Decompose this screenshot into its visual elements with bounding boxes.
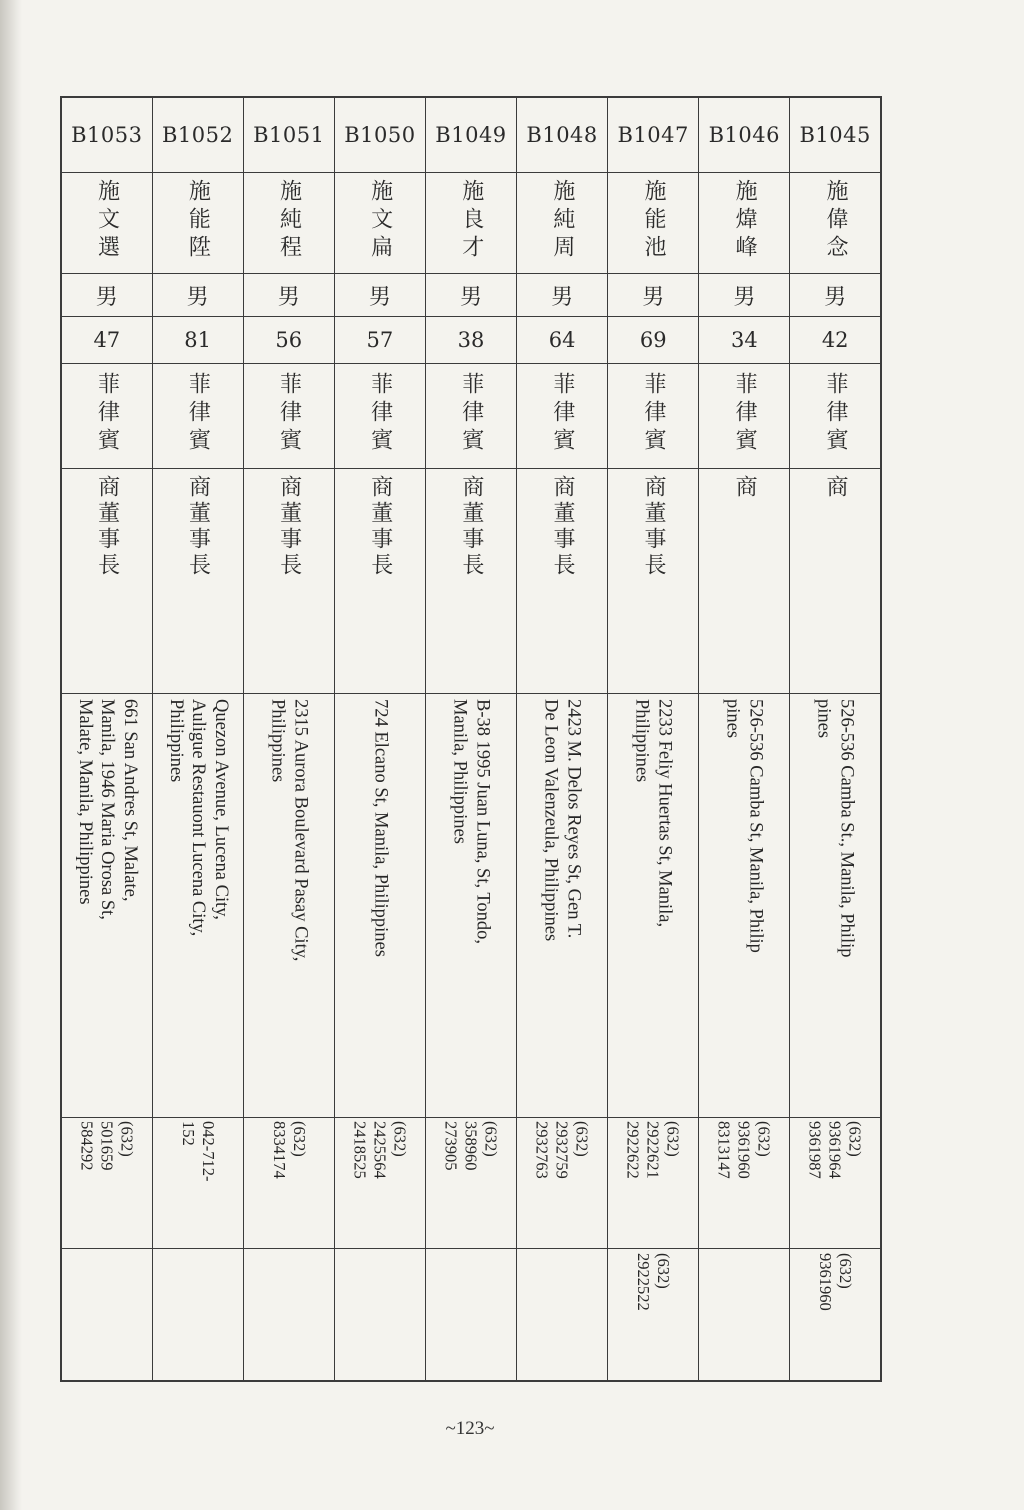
phone-text: (632) 2425564 2418525 <box>350 1120 410 1179</box>
phone-alt-cell <box>608 1249 699 1381</box>
nationality-text: 菲律賓 <box>367 372 393 457</box>
sex-text: 男 <box>459 284 482 310</box>
address-text: Quezon Avenue, Lucena City, Auligue Restauont Lucena City, Philippines <box>165 699 231 937</box>
age-cell <box>517 317 608 364</box>
member-roster-table <box>60 96 882 1382</box>
age-cell <box>334 317 425 364</box>
phone-text: (632) 9361960 8313147 <box>715 1120 775 1179</box>
occupation-text: 商董事長 <box>367 475 393 579</box>
member-id-cell <box>334 97 425 173</box>
phone-text: (632) 9361964 9361987 <box>806 1120 865 1179</box>
sex-text: 男 <box>733 284 756 310</box>
name-text: 施純程 <box>276 179 302 264</box>
nationality-text: 菲律賓 <box>640 372 666 457</box>
occupation-text: 商董事長 <box>641 475 667 579</box>
occupation-cell <box>517 469 608 694</box>
member-id-text: B1050 <box>344 123 416 148</box>
address-cell <box>243 694 334 1117</box>
name-text: 施文選 <box>94 179 120 264</box>
age-cell <box>425 317 516 364</box>
occupation-cell <box>790 469 881 694</box>
member-id-cell <box>61 97 152 173</box>
phone-cell <box>61 1117 152 1249</box>
sex-text: 男 <box>277 284 300 310</box>
phone-cell <box>334 1117 425 1249</box>
occupation-cell <box>334 469 425 694</box>
nationality-cell <box>425 364 516 469</box>
phone-alt-cell <box>517 1249 608 1381</box>
address-text: B-38 1995 Juan Luna, St, Tondo, Manila, Philippines <box>449 699 493 945</box>
phone-alt-text: (632) 2922522 <box>634 1252 673 1311</box>
member-id-text: B1045 <box>799 123 871 148</box>
member-id-text: B1053 <box>71 123 143 148</box>
sex-text: 男 <box>642 284 665 310</box>
name-cell <box>152 173 243 274</box>
nationality-text: 菲律賓 <box>94 372 120 457</box>
occupation-cell <box>152 469 243 694</box>
phone-alt-cell <box>152 1249 243 1381</box>
occupation-cell <box>608 469 699 694</box>
name-text: 施煒峰 <box>732 179 758 264</box>
row-name <box>61 173 881 274</box>
occupation-cell <box>425 469 516 694</box>
nationality-cell <box>517 364 608 469</box>
phone-text: (632) 2922621 2922622 <box>624 1120 683 1179</box>
phone-alt-cell <box>334 1249 425 1381</box>
nationality-cell <box>699 364 790 469</box>
sex-cell <box>608 273 699 316</box>
age-text: 56 <box>275 328 303 353</box>
sex-cell <box>243 273 334 316</box>
member-id-cell <box>790 97 881 173</box>
row-occupation <box>61 469 881 694</box>
row-nationality <box>61 364 881 469</box>
address-cell <box>608 694 699 1117</box>
member-id-text: B1052 <box>161 123 234 148</box>
age-text: 47 <box>93 328 121 353</box>
address-cell <box>61 694 152 1117</box>
address-cell <box>790 694 881 1117</box>
row-sex <box>61 273 881 316</box>
name-text: 施偉念 <box>822 179 848 264</box>
occupation-text: 商 <box>823 475 849 501</box>
address-cell <box>517 694 608 1117</box>
row-age <box>61 317 881 364</box>
occupation-cell <box>699 469 790 694</box>
phone-alt-text: (632) 9361960 <box>816 1252 855 1311</box>
sex-text: 男 <box>186 284 209 310</box>
sex-cell <box>425 273 516 316</box>
name-cell <box>517 173 608 274</box>
member-id-cell <box>243 97 334 173</box>
member-id-cell <box>699 97 790 173</box>
occupation-cell <box>61 469 152 694</box>
nationality-text: 菲律賓 <box>732 372 758 457</box>
occupation-text: 商董事長 <box>458 475 484 579</box>
age-cell <box>152 317 243 364</box>
member-id-text: B1049 <box>435 123 507 148</box>
name-cell <box>61 173 152 274</box>
page-binding-shadow <box>0 0 22 1510</box>
phone-text: (632) 8334174 <box>269 1120 309 1179</box>
nationality-cell <box>243 364 334 469</box>
name-cell <box>334 173 425 274</box>
address-text: 526-536 Camba St., Manila, Philip pines <box>814 699 857 958</box>
name-text: 施能池 <box>640 179 666 264</box>
address-text: 724 Elcano St, Manila, Philippines <box>370 699 391 958</box>
address-cell <box>334 694 425 1117</box>
nationality-cell <box>608 364 699 469</box>
name-cell <box>425 173 516 274</box>
member-id-cell <box>425 97 516 173</box>
address-cell <box>425 694 516 1117</box>
row-member-id <box>61 97 881 173</box>
occupation-cell <box>243 469 334 694</box>
nationality-text: 菲律賓 <box>549 372 575 457</box>
name-text: 施純周 <box>549 179 575 264</box>
age-cell <box>790 317 881 364</box>
nationality-text: 菲律賓 <box>822 372 848 457</box>
name-text: 施能陞 <box>185 179 211 264</box>
nationality-text: 菲律賓 <box>185 372 211 457</box>
phone-text: 042-712- 152 <box>178 1120 218 1182</box>
sex-text: 男 <box>551 284 574 310</box>
address-cell <box>152 694 243 1117</box>
name-text: 施良才 <box>458 179 484 264</box>
age-text: 57 <box>366 328 394 353</box>
age-text: 42 <box>821 328 849 353</box>
age-cell <box>61 317 152 364</box>
nationality-cell <box>152 364 243 469</box>
sex-cell <box>61 273 152 316</box>
phone-text: (632) 501659 584292 <box>77 1120 137 1171</box>
member-id-text: B1048 <box>526 123 598 148</box>
age-cell <box>243 317 334 364</box>
name-cell <box>608 173 699 274</box>
name-text: 施文扁 <box>367 179 393 264</box>
sex-cell <box>699 273 790 316</box>
phone-text: (632) 2932759 2932763 <box>533 1120 592 1179</box>
sex-cell <box>517 273 608 316</box>
nationality-text: 菲律賓 <box>276 372 302 457</box>
phone-cell <box>243 1117 334 1249</box>
nationality-cell <box>790 364 881 469</box>
row-address <box>61 694 881 1117</box>
member-id-text: B1047 <box>617 123 689 148</box>
name-cell <box>243 173 334 274</box>
row-phone <box>61 1117 881 1249</box>
member-id-cell <box>517 97 608 173</box>
address-text: 526-536 Camba St, Manila, Philip pines <box>723 699 766 954</box>
phone-cell <box>699 1117 790 1249</box>
sex-text: 男 <box>368 284 391 310</box>
occupation-text: 商 <box>732 475 758 501</box>
phone-alt-cell <box>790 1249 881 1381</box>
age-text: 38 <box>457 328 485 353</box>
nationality-cell <box>334 364 425 469</box>
occupation-text: 商董事長 <box>549 475 575 579</box>
occupation-text: 商董事長 <box>276 475 302 579</box>
age-text: 34 <box>730 328 758 353</box>
phone-cell <box>152 1117 243 1249</box>
sex-cell <box>152 273 243 316</box>
member-id-cell <box>608 97 699 173</box>
address-text: 661 San Andres St, Malate, Manila, 1946 Maria Orosa St, Malate, Manila, Philippines <box>74 699 140 921</box>
member-id-text: B1051 <box>253 123 325 148</box>
sex-text: 男 <box>95 284 118 310</box>
sex-cell <box>334 273 425 316</box>
age-text: 69 <box>639 328 667 353</box>
nationality-text: 菲律賓 <box>458 372 484 457</box>
sex-text: 男 <box>824 284 847 310</box>
phone-cell <box>517 1117 608 1249</box>
sex-cell <box>790 273 881 316</box>
phone-alt-cell <box>425 1249 516 1381</box>
name-cell <box>790 173 881 274</box>
phone-alt-cell <box>699 1249 790 1381</box>
occupation-text: 商董事長 <box>94 475 120 579</box>
member-id-cell <box>152 97 243 173</box>
address-text: 2423 M. Delos Reyes St, Gen T. De Leon Valenzeula, Philippines <box>541 699 584 942</box>
age-cell <box>608 317 699 364</box>
phone-alt-cell <box>243 1249 334 1381</box>
phone-text: (632) 358960 273905 <box>442 1120 501 1171</box>
occupation-text: 商董事長 <box>185 475 211 579</box>
phone-cell <box>790 1117 881 1249</box>
page-number: ~123~ <box>445 1418 495 1439</box>
phone-cell <box>608 1117 699 1249</box>
phone-cell <box>425 1117 516 1249</box>
phone-alt-cell <box>61 1249 152 1381</box>
row-phone-alt <box>61 1249 881 1381</box>
age-text: 81 <box>184 328 212 353</box>
age-text: 64 <box>548 328 576 353</box>
name-cell <box>699 173 790 274</box>
nationality-cell <box>61 364 152 469</box>
age-cell <box>699 317 790 364</box>
address-text: 2233 Feliy Huertas St, Manila, Philippines <box>632 699 675 928</box>
address-cell <box>699 694 790 1117</box>
address-text: 2315 Aurora Boulevard Pasay City, Philippines <box>267 699 311 962</box>
member-id-text: B1046 <box>708 123 781 148</box>
